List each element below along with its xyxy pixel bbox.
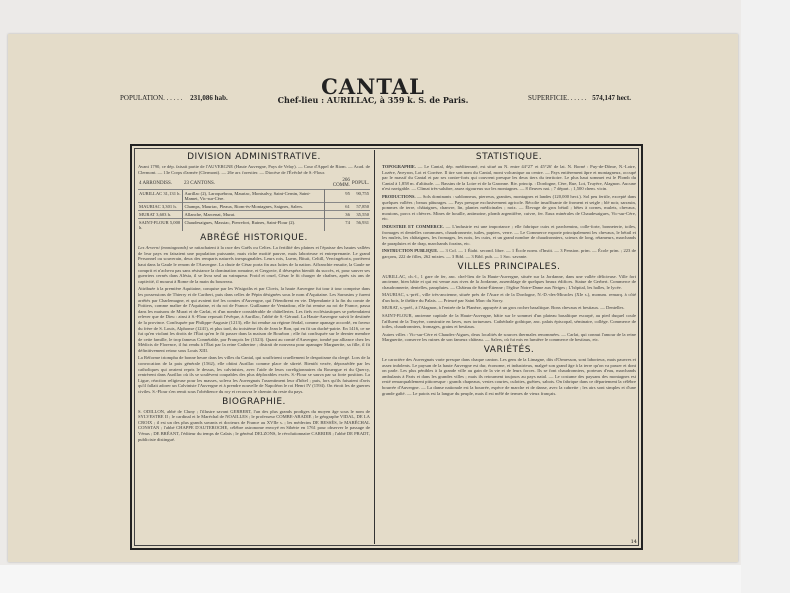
arrondissement-cell: AURILLAC 31,131 h. [138,190,183,203]
table-header: 266 COMM. [332,178,350,189]
prod-text: — Sols dominants : sablonneux, pierreux, granites, montagnes et landes (120,000 hect.). Sol peu fertile, excepté dans quelques vallées ; beaux pâturages. — Pays presque exclusivement agricole. Récolte insuffisante de froment et seigle ; blé noir, sarrasin, pommes de terre, châtaignes, chanvre, lin, plantes médicinales ; noix. — Élevage de gros bétail ; bêtes à cornes, mulets, chevaux, moutons, porcs et chèvres. Mines de houille, antimoine, plomb argentifère, cuivre, fer. Eaux minérales de Chaudesaigues, Vic-sur-Cère, etc. [382,193,636,222]
villes-mauriac: MAURIAC, s.-préf., ville très-ancienne, située près de l'Auze et de la Dordogne, N.-D.-des-Miracles (XIe s.), monum. remarq. à côté d'un bois, le théâtre du Palais. — Prieuré par Saint Marc du Sorry. [382,292,636,303]
ind-head: INDUSTRIE ET COMMERCE. [382,223,444,229]
prod-paragraph [382,194,636,222]
bio-text: S. ODILLON, abbé de Cluny ; l'illustre savant GERBERT, l'un des plus grands prodiges du moyen âge sous le nom de SYLVESTRE II ; le cardinal et le Maréchal de NOAILLES ; le professeur COMBE-ABADIE ; le géographe VIDAL, DE LA CROIX ; il est un des plus grands savants et docteurs de France au XVIIe s. ; les médecins DE BESSÈS, le MARÉCHAL CONSTAN ; l'abbé CHAPPE D'AUTEROCHE, célèbre astronome envoyé en Sibérie en 1761 pour observer le passage de Vénus ; DE BRÉANT, l'éditeur du temps de Calais ; le général DELZONS, le révolutionnaire CARRIER ; l'abbé DE PRADT, publiciste distingué. [138,408,370,442]
instr-head: INSTRUCTION PUBLIQUE. [382,248,439,254]
population-cell: 57,850 [351,203,370,211]
villes-aurillac: AURILLAC, ch.-l., 1 gare de fer, anc. chef-lieu de la Haute-Auvergne, située sur la Jordanne, dans une vallée délicieuse. Ville fort ancienne, bien bâtie et qui est venue aux rives de la Jordanne, assemblage de quelques beaux édifices. Statue de Gerbert. Commerce de chaudronnerie, dentelles, parapluies. — Château de Saint-Étienne ; l'église Notre-Dame aux Neiges ; L'hôpital, les halles, le lycée. [382,273,636,290]
cantons-cell: Chaudesaigues, Massiac, Pierrefort, Ruines, Saint-Flour (2). [183,219,325,232]
table-row [138,190,370,203]
abrege-lead: Les Arverni (montagnards) [138,245,189,251]
var-text: Le caractère des Auvergnats varie presque dans chaque canton. Les gens de la Limagne, dits d'Ormesson, sont laborieux, mais pauvres et assez indolents. Le paysan de la haute Auvergne est dur, économe, et industrieux, malgré son grand âge à la terre qu'on va passer et dont on parle. Les plus pénibles à la grande ville au gain de la vie et de leurs forces. Ils se font chaudronniers, porteurs d'eau, marchands ambulants à Paris et dans les grandes villes ; mais ils retournent toujours au pays natal. — Le costume des paysans des montagnes est resté remarquablement pittoresque : grands chapeaux, vestes courtes, culottes, guêtres, sabots. On fabrique dans ce département la célèbre bourrée d'Auvergne. — La danse nationale est la bourrée, espèce de marche et de danse, avec la cabrette ; les airs sont simples et d'une grande gaîté. — Le patois est la langue du peuple, mais il est mêlé de termes de vieux français. [382,357,636,396]
population-label: POPULATION. . . . . . [120,94,183,102]
communes-cell: 61 [325,203,351,211]
villes-murat: MURAT, s.-préf., à l'Alagnon, à l'entrée de la Planèze, appuyée à un gros rocher basaltique. Bons chevaux et bestiaux. — Dentelles. [382,305,625,311]
stat-title: STATISTIQUE. [475,152,543,162]
var-title: VARIÉTÉS. [483,345,535,356]
villes-other: Autres villes : Vic-sur-Cère et Chaudes-Aigues, deux localités de sources thermales renommées. — Carlat, qui connut l'amour de la reine Marguerite, conserve les ruines de son fameux château. — Salers, où fut mis en lumière le commerce de bestiaux, etc. [382,331,636,343]
table-header: 23 CANTONS. [183,180,216,186]
topo-head: TOPOGRAPHIE. [382,164,416,169]
abrege-paragraph: La Réforme triompha de bonne heure dans les villes du Cantal, qui souffrirent cruellement le despotisme du clergé. Lors de la convocation de la paix générale (1562), elle obtint Aurillac comme place de sûreté. Bientôt vexée, dépossédée par les catholiques qui avaient repris le dessus, les calvinistes, avec l'aide de leurs coreligionnaires du Rouergue et du Quercy, rentrèrent dans Aurillac où ils se soulèvent coupables des plus déplorables excès. S.-Flour se sauva par sa forte position. La Ligue, réaction religieuse pour les masses, soleva les Auvergnats l'assentiment leur d'hôtel ; puis, lors qu'ils faisaient d'avis qu'il fallait adorer un Calviniste l'Auvergne et à prendre nouvelle de Napoléon le roi Henri IV (1594). On étroit les de guerres civiles. S.-Flour s'en remit sous l'obédience du roy et recouvra le chemin du reste du pays. [138,355,370,395]
communes-cell: 74 [325,219,351,232]
page-title: CANTAL [321,74,425,99]
right-column [382,150,636,544]
arrondissements-table [138,177,370,231]
instr-paragraph [382,248,636,259]
bio-title: BIOGRAPHIE. [222,396,286,407]
villes-stflour: SAINT-FLOUR, ancienne capitale de la Haute-Auvergne, bâtie sur le sommet d'un plateau basaltique escarpé, au pied duquel coule l'affluent de la Truyère, construite en laves, rues tortueuses. Cathédrale gothique, anc. palais épiscopal, séminaire, collège. Commerce de toiles, chaudronniers, fromages, grains et bestiaux. [382,313,636,330]
background-right [741,0,790,593]
cantons-cell: Aurillac (2), Laroquebrou, Mauriac, Montsalvy, Saint-Cernin, Saint-Mamet, Vic-sur-Cère. [183,190,325,203]
abrege-paragraph: Attribuée à la première Aquitaine, conquise par les Wisigoths et par Clovis, la haute Auvergne fut tour à tour comprise dans les possessions de Thierry et de Caribert, puis dans celles de Pépin désignées sous le nom d'Aquitaine. Les Sarrasins y furent arrêtés par Charlemagne, et qui avaient tiré les comtes d'Auvergne, qui l'étendirent en vie. Dépendante à la fin du comte de Poitiers, comme maître de l'Aquitaine, et du roi de France. Guillaume de Ventadour, elle fut remise au roi de France, passa dans les maisons de Murat et de Carlat, et d'un nombre considérable de châtelleries. Les fiefs ecclésiastiques se prétendaient relever que de Dieu : ainsi à S.-Flour reposait l'évêque, à Aurillac, l'abbé de S.-Géraud. La Haute-Auvergne suivit le destinée de la province. Confisquée par Philippe-Auguste (1213), elle fut rendue au régime féodal, comme apanage accordé, en faveur du frère de S. Louis, Alphonse (1241), et plus tard, du troisième fils de Jean le Bon, qui en fit un duché-pairie. En 1416, ce ne fut qu'en violant les droits de l'État qu'en le fit passer dans la maison de Bourbon ; elle fut confisquée sur le dernier membre de cette famille, le trop fameux Connétable, par François Ier (1523). Quant au comté d'Auvergne, tombé par alliance chez les Médicis de Florence, il fut rendu à l'État par la reine Catherine ; distrait de nouveau pour apanager Marguerite, sa fille, il fit définitivement retour sous Louis XIII. [138,286,370,353]
cantons-cell: Champs, Mauriac, Pleaux, Riom-ès-Montagnes, Saignes, Salers. [183,203,325,211]
table-row [138,211,370,219]
arrondissement-cell: MAURIAC 3,301 h. [138,203,183,211]
division-title: DIVISION ADMINISTRATIVE. [187,152,321,162]
table-row [138,203,370,211]
cantons-cell: Allanche, Marcenat, Murat. [183,211,325,219]
population-cell: 56,931 [351,219,370,232]
division-text: Avant 1790, ce dép. faisait partie de l'AUVERGNE (Haute Auvergne, Pays de Velay). — Cour d'Appel de Riom. — Acad. de Clermont. — 13e Corps d'armée (Clermont). — 26e arr. forestier. — Diocèse de l'Évêché de S.-Flour. [138,164,370,175]
table-header-row [138,177,370,190]
population-value: 231,086 hab. [190,94,228,102]
population-cell: 90,755 [351,190,370,203]
abrege-text: se rattachaient à la race des Gaëls ou Celtes. La fertilité des plaines et l'épaisse des hautes vallées de leur pays en faisaient une population puissante, mais riche moitié pauvre, mais laborieuse et entreprenante. Le grand Personnel ou souverain, deux des remparts naturels inexpugnables. Leurs rois, Luern, Bituit, Celtill, Vercingétorix, portèrent haut dans la Gaule le renom de l'Auvergne. La chute de César porta fin aux luttes de la nation. Affranchie ensuite, la Gaule ne comprit et n'acheva pas sans résistance la domination romaine, et Gergovie, il désespéra bientôt du succès, et, pour sauver ses guerriers cernés dans Alésia, il se livra seul au vainqueur. Froid et cruel, César le fit charger de chaînes, après six ans de captivité, il mourut à Rome de la main du bourreau. [138,245,370,284]
villes-title: VILLES PRINCIPALES. [457,261,561,272]
ind-paragraph [382,224,636,246]
topo-paragraph [382,164,636,192]
chef-lieu: Chef-lieu : AURILLAC, à 359 k. S. de Paris. [277,95,469,105]
topo-text: — Le Cantal, dép. méditerrané, est situé au N. entre 44°27' et 45°26' de lat. N. Borné : Puy-de-Dôme, N.-Loire, Lozère, Aveyron, Lot et Corrèze. Il tire son nom du Cantal, mont volcanique au centre. — Pays entièrement âpre et montagneux, occupé par le massif du Cantal et par ses contre-forts qui couvrent presque les deux tiers du territoire. Le plus haut sommet est le Plomb du Cantal à 1,858 m. d'altitude. — Bassins de la Loire et de la Garonne. Riv. princip. : Dordogne, Cère, Rue, Lot, Truyère, Alagnon. Aucune n'est navigable. — Climat très-salubre, assez rigoureux sur les montagnes. — 8 fleuves nat. ; 7 départ. ; 1,500 chem. vicin. [382,164,636,192]
ind-text: — L'industrie est une importance ; elle fabrique cuirs et parchemins, colle-forte, bonneterie, toiles, fromages et dentelles communes, chaudronnerie, tuiles, papiers, verre. — Le Commerce exporte principalement les chevaux, le bétail et les mulets, les châtaignes, les fromages, les noix, les cuirs, et un grand nombre de chaudronniers, scieurs de long, rétameurs, marchands de parapluies et de drap, marchands forains, etc. [382,223,636,246]
abrege-paragraph [138,245,370,284]
background-bottom [0,565,790,593]
column-divider [374,150,375,544]
superficie-value: 574,147 hect. [592,94,631,102]
arrondissement-cell: SAINT-FLOUR 5,000 h. [138,219,183,232]
table-header: POPUL. [351,180,369,186]
prod-head: PRODUCTIONS. [382,193,416,199]
left-column [138,150,370,544]
instr-text: — 3 Col. — 1 Étabt. second. libre. — 1 École norm. d'Instit. — 3 Pension. prim. — École prim. ; 223 de garçons, 222 de filles, 262 mixtes. — 3 Bibl. — 3 Bibl. pub. — 1 Soc. savante. [382,248,636,259]
communes-cell: 95 [325,190,351,203]
document-page [8,34,738,562]
arrondissement-cell: MURAT 3,603 h. [138,211,183,219]
population-cell: 35,550 [351,211,370,219]
table-row [138,219,370,232]
page-number: 14 [630,539,637,545]
content-frame [130,144,643,550]
superficie-label: SUPERFICIE. . . . . . [528,94,587,102]
abrege-title: ABRÉGÉ HISTORIQUE. [200,233,308,244]
table-header: 4 ARRONDISS. [139,180,173,186]
communes-cell: 36 [325,211,351,219]
